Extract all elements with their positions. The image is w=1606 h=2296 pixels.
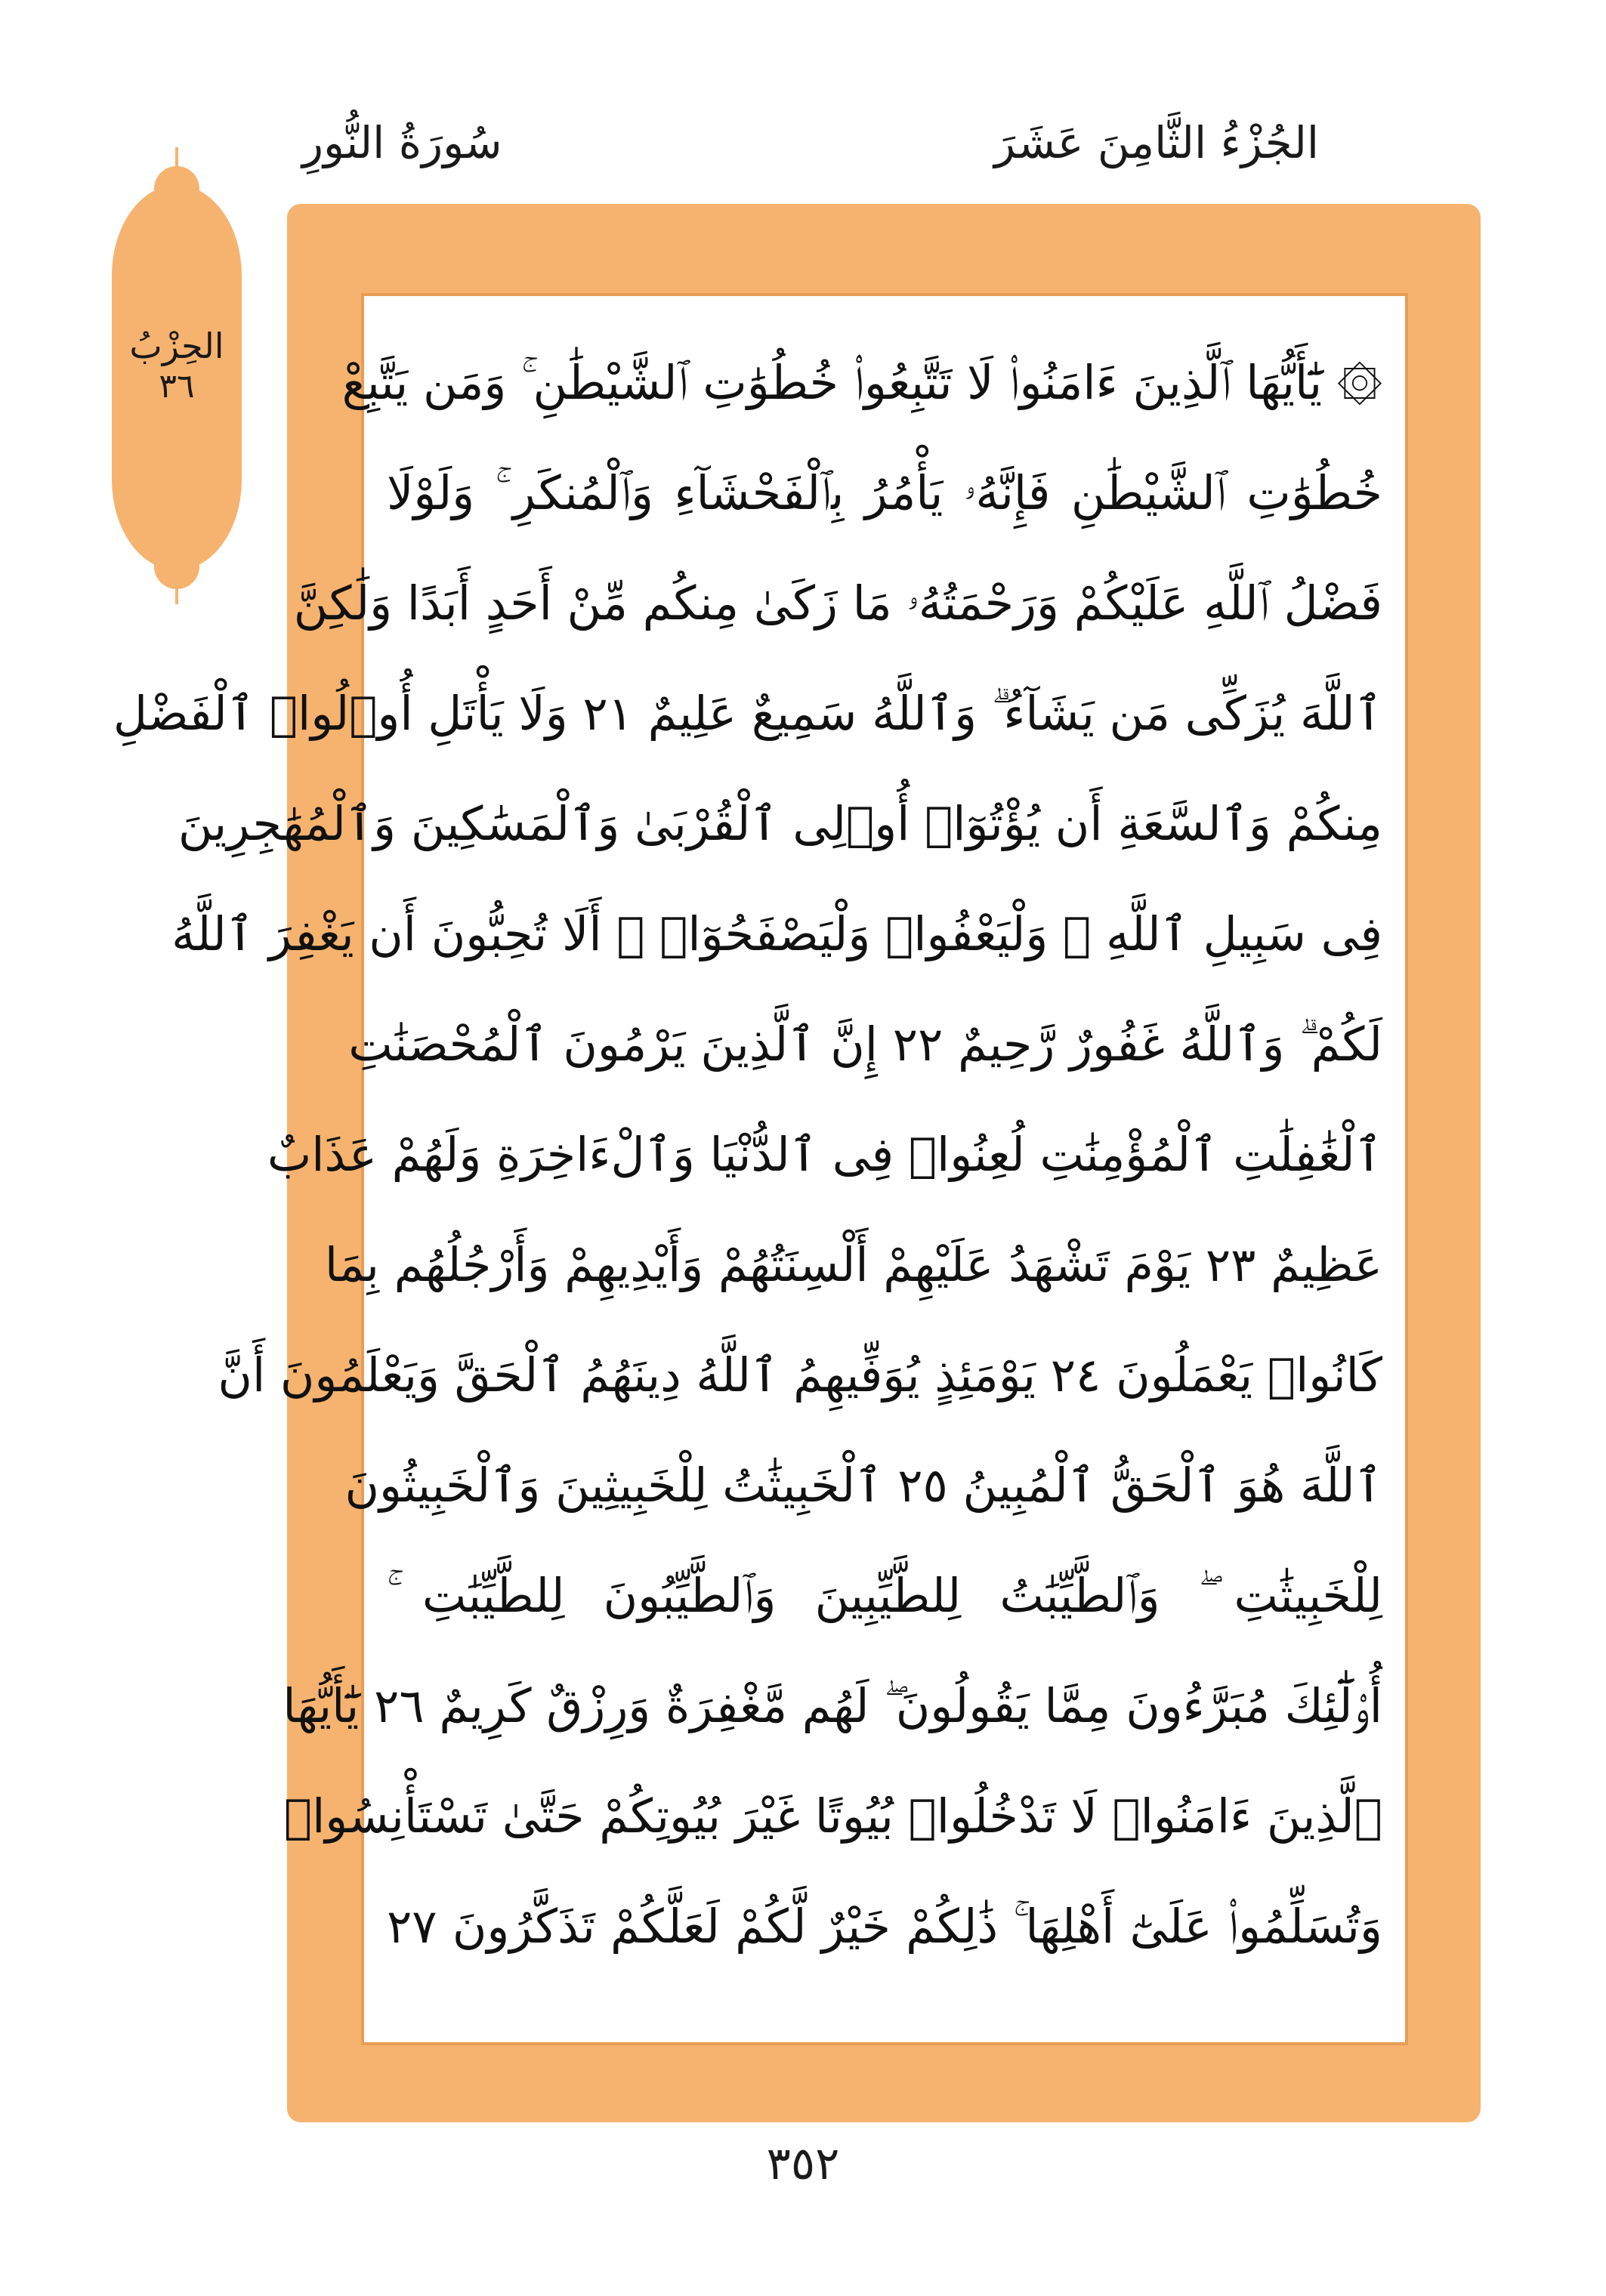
text-line: لَكُمْ ۗ وَٱللَّهُ غَفُورٌ رَّحِيمٌ ٢٢ إِنَّ ٱلَّذِينَ يَرْمُونَ ٱلْمُحْصَنَٰتِ: [348, 1017, 1382, 1072]
text-line: فِى سَبِيلِ ٱللَّهِ ۖ وَلْيَعْفُوا۟ وَلْيَصْفَحُوٓا۟ ۗ أَلَا تُحِبُّونَ أَن يَغْفِرَ ٱللَّهُ: [171, 906, 1382, 961]
text-line: عَظِيمٌ ٢٣ يَوْمَ تَشْهَدُ عَلَيْهِمْ أَلْسِنَتُهُمْ وَأَيْدِيهِمْ وَأَرْجُلُهُم بِمَا: [324, 1237, 1382, 1292]
text-line: خُطُوَٰتِ ٱلشَّيْطَٰنِ فَإِنَّهُۥ يَأْمُرُ بِٱلْفَحْشَآءِ وَٱلْمُنكَرِ ۚ وَلَوْلَا: [387, 465, 1382, 520]
text-line: ٱلَّذِينَ ءَامَنُوا۟ لَا تَدْخُلُوا۟ بُيُوتًا غَيْرَ بُيُوتِكُمْ حَتَّىٰ تَسْتَأْنِسُوا۟: [283, 1788, 1382, 1844]
hizb-label: الحِزْبُ: [129, 326, 224, 366]
text-line: ٱللَّهَ هُوَ ٱلْحَقُّ ٱلْمُبِينُ ٢٥ ٱلْخَبِيثَٰتُ لِلْخَبِيثِينَ وَٱلْخَبِيثُونَ: [344, 1458, 1382, 1513]
juz-title: الجُزْءُ الثَّامِنَ عَشَرَ: [994, 117, 1319, 168]
text-line: ۞ يَٰٓأَيُّهَا ٱلَّذِينَ ءَامَنُوا۟ لَا تَتَّبِعُوا۟ خُطُوَٰتِ ٱلشَّيْطَٰنِ ۚ وَمَن يَتَّبِعْ: [341, 355, 1382, 410]
text-line: فَضْلُ ٱللَّهِ عَلَيْكُمْ وَرَحْمَتُهُۥ مَا زَكَىٰ مِنكُم مِّنْ أَحَدٍ أَبَدًا وَلَٰكِنَّ: [293, 576, 1382, 631]
text-line: وَتُسَلِّمُوا۟ عَلَىٰٓ أَهْلِهَا ۚ ذَٰلِكُمْ خَيْرٌ لَّكُمْ لَعَلَّكُمْ تَذَكَّرُونَ ٢٧: [387, 1899, 1382, 1954]
text-line: أُو۟لَٰٓئِكَ مُبَرَّءُونَ مِمَّا يَقُولُونَ ۖ لَهُم مَّغْفِرَةٌ وَرِزْقٌ كَرِيمٌ ٢٦ يَٰٓأَيُّهَا: [283, 1678, 1382, 1733]
text-line: لِلْخَبِيثَٰتِ ۖ وَٱلطَّيِّبَٰتُ لِلطَّيِّبِينَ وَٱلطَّيِّبُونَ لِلطَّيِّبَٰتِ ۚ: [387, 1568, 1382, 1623]
text-line: ٱلْغَٰفِلَٰتِ ٱلْمُؤْمِنَٰتِ لُعِنُوا۟ فِى ٱلدُّنْيَا وَٱلْءَاخِرَةِ وَلَهُمْ عَذَابٌ: [267, 1127, 1382, 1182]
text-line: كَانُوا۟ يَعْمَلُونَ ٢٤ يَوْمَئِذٍ يُوَفِّيهِمُ ٱللَّهُ دِينَهُمُ ٱلْحَقَّ وَيَعْلَمُونَ أَنَّ: [218, 1347, 1382, 1403]
hizb-marker: [112, 185, 242, 570]
text-line: مِنكُمْ وَٱلسَّعَةِ أَن يُؤْتُوٓا۟ أُو۟لِى ٱلْقُرْبَىٰ وَٱلْمَسَٰكِينَ وَٱلْمُهَٰجِرِينَ: [178, 796, 1382, 851]
surah-title: سُورَةُ النُّورِ: [302, 117, 502, 168]
page-number: ٣٥٢: [766, 2137, 840, 2190]
hizb-number: ٣٦: [159, 367, 195, 406]
text-line: ٱللَّهَ يُزَكِّى مَن يَشَآءُ ۗ وَٱللَّهُ سَمِيعٌ عَلِيمٌ ٢١ وَلَا يَأْتَلِ أُو۟لُوا۟ ٱلْفَضْلِ: [113, 686, 1382, 741]
